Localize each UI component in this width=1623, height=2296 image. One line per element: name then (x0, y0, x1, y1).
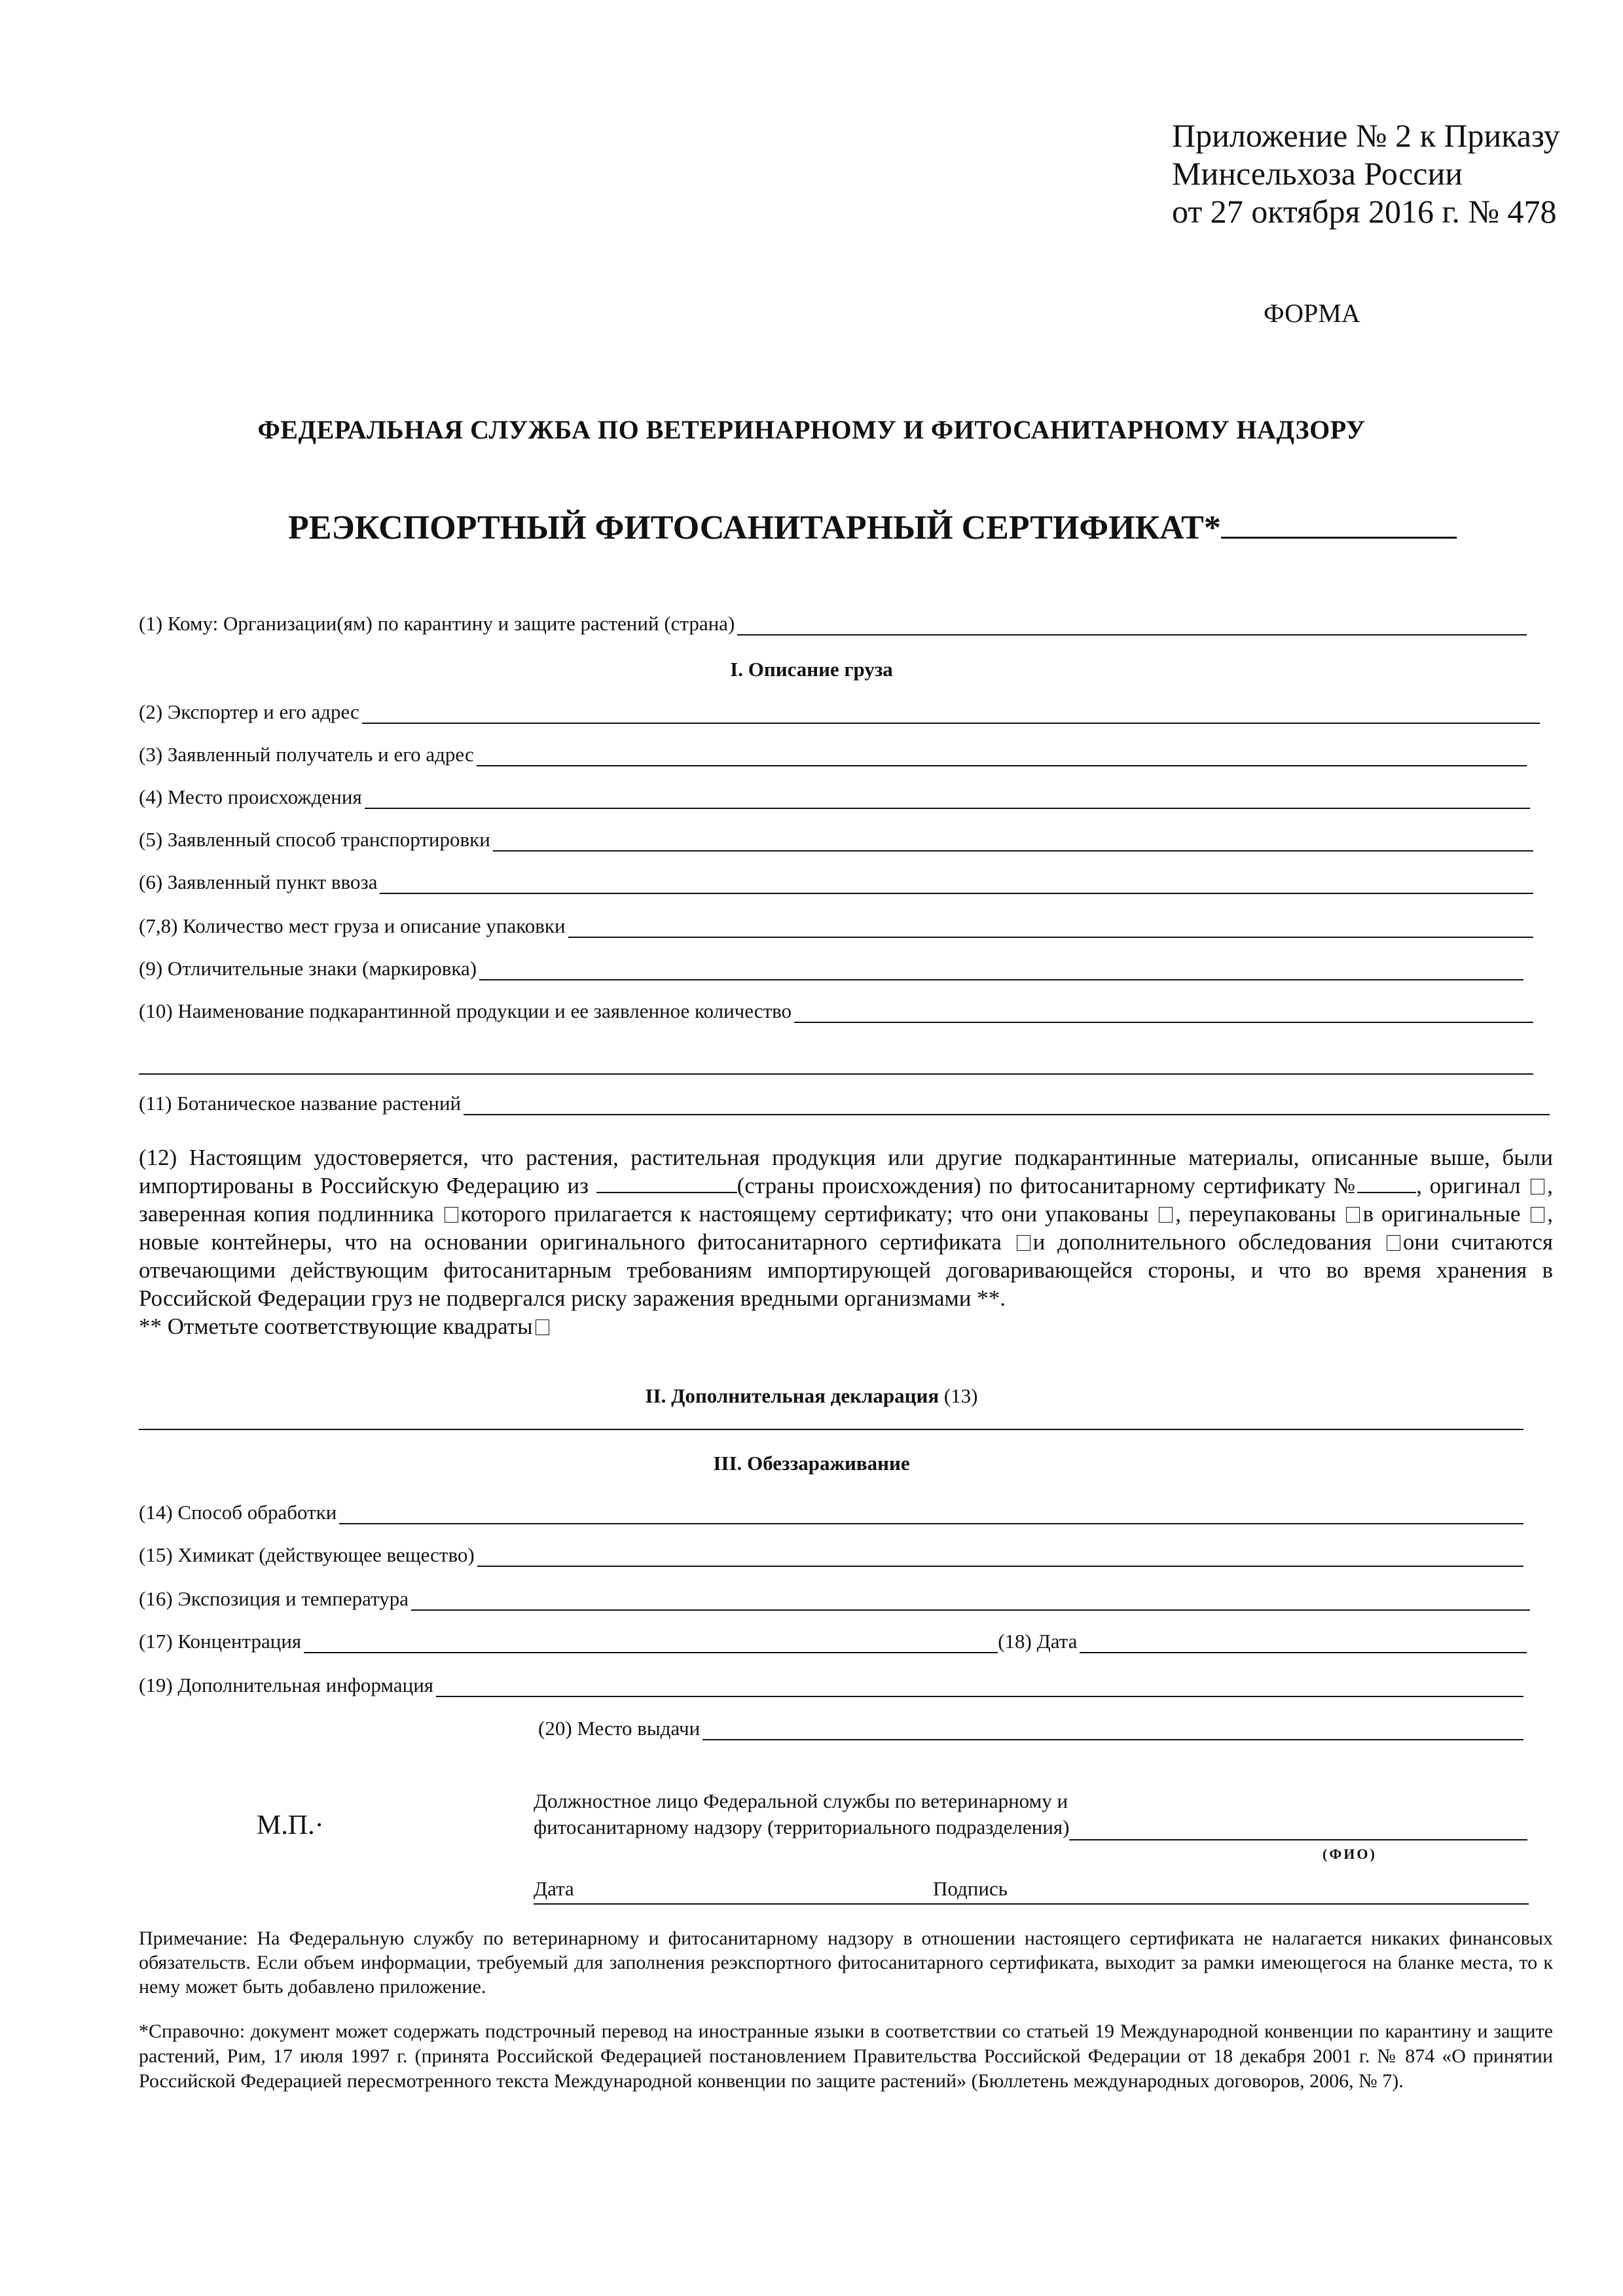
checkbox-based-on-certificate[interactable] (1017, 1235, 1030, 1251)
field-19-label: (19) Дополнительная информация (139, 1674, 434, 1696)
field-20-label: (20) Место выдачи (538, 1717, 701, 1740)
certificate-title-text: РЕЭКСПОРТНЫЙ ФИТОСАНИТАРНЫЙ СЕРТИФИКАТ* (288, 509, 1221, 547)
field-11-blank[interactable] (464, 1096, 1550, 1115)
appendix-line-3: от 27 октября 2016 г. № 478 (1172, 193, 1557, 230)
checkbox-additional-inspection[interactable] (1387, 1235, 1400, 1251)
field-4-blank[interactable] (365, 789, 1530, 809)
field-10-label: (10) Наименование подкарантинной продукции и ее заявленное количество (139, 999, 792, 1022)
field-11-label: (11) Ботаническое название растений (139, 1092, 462, 1115)
declaration-paragraph-12: (12) Настоящим удостоверяется, что растения, растительная продукция или другие подкарантинные материалы, описанные выше, были импортированы в Российскую Федерацию из (страны происхождения) по фитосанитарному сертификату № , оригинал , заверенная копия подлинника которого прилагается к настоящему сертификату; что они упакованы , переупакованы в оригинальные , новые контейнеры, что на основании оригинального фитосанитарного сертификата и дополнительного обследования они считаются отвечающими действующим фитосанитарным требованиям импортирующей договаривающейся стороны, и что во время хранения в Российской Федерации груз не подвергался риску заражения вредными организмами **. ** Отметьте соответствующие квадраты (139, 1145, 1554, 1339)
checkbox-packed[interactable] (1159, 1207, 1173, 1223)
field-15-chemical (139, 1543, 1523, 1567)
checkbox-footnote-icon (536, 1319, 549, 1335)
officer-name-blank[interactable] (1069, 1821, 1527, 1840)
field-7-8-label: (7,8) Количество мест груза и описание упаковки (139, 914, 566, 937)
field-10-blank[interactable] (794, 1003, 1533, 1023)
field-19-additional-info (139, 1674, 1523, 1697)
stamp-place-label: М.П.· (257, 1810, 324, 1840)
date-signature-row[interactable] (534, 1877, 1529, 1905)
checkbox-original-containers[interactable] (1531, 1207, 1544, 1223)
officer-label-line-2: фитосанитарному надзору (территориального подразделения) (534, 1816, 1070, 1839)
field-1-blank[interactable] (737, 616, 1527, 636)
field-15-blank[interactable] (477, 1547, 1523, 1567)
field-17-blank[interactable] (304, 1634, 998, 1653)
field-5-label: (5) Заявленный способ транспортировки (139, 828, 490, 851)
form-label: ФОРМА (1264, 298, 1360, 328)
checkbox-certified-copy[interactable] (445, 1207, 458, 1223)
appendix-header (1172, 117, 1560, 230)
origin-country-blank[interactable] (596, 1174, 737, 1193)
field-2-label: (2) Экспортер и его адрес (139, 700, 359, 723)
field-10-blank-continuation[interactable] (139, 1073, 1533, 1075)
checkbox-original[interactable] (1531, 1179, 1544, 1194)
field-20-blank[interactable] (702, 1721, 1523, 1740)
agency-title: ФЕДЕРАЛЬНАЯ СЛУЖБА ПО ВЕТЕРИНАРНОМУ И ФИТОСАНИТАРНОМУ НАДЗОРУ (257, 415, 1366, 444)
certificate-number-blank[interactable] (1221, 508, 1457, 539)
field-17-label: (17) Концентрация (139, 1630, 302, 1653)
additional-declaration-blank[interactable] (139, 1429, 1523, 1430)
officer-label-line-1: Должностное лицо Федеральной службы по ветеринарному и (534, 1789, 1068, 1812)
field-14-treatment (139, 1501, 1523, 1524)
field-17-18-concentration-date (139, 1630, 1527, 1653)
field-14-label: (14) Способ обработки (139, 1501, 337, 1524)
fio-caption: (ФИО) (1322, 1846, 1377, 1862)
field-9-marks (139, 957, 1523, 980)
field-2-exporter (139, 700, 1540, 724)
field-6-label: (6) Заявленный пункт ввоза (139, 870, 378, 893)
note-paragraph: Примечание: На Федеральную службу по ветеринарному и фитосанитарному надзору в отношении настоящего сертификата не налагается никаких финансовых обязательств. Если объем информации, требуемый для заполнения реэкспортного фитосанитарного сертификата, выходит за рамки имеющегося на бланке места, то к нему может быть добавлено приложение. (139, 1928, 1553, 1998)
authorized-officer (534, 1788, 1527, 1840)
section-2-title: II. Дополнительная декларация (13) (645, 1384, 978, 1407)
field-5-transport (139, 828, 1533, 852)
section-1-title: I. Описание груза (730, 658, 893, 681)
certificate-no-blank[interactable] (1357, 1174, 1416, 1193)
field-6-entry-point (139, 870, 1533, 894)
field-1-recipient-org (139, 612, 1527, 636)
field-5-blank[interactable] (493, 832, 1533, 852)
field-18-label: (18) Дата (998, 1630, 1078, 1653)
field-4-label: (4) Место происхождения (139, 785, 362, 808)
certificate-title (288, 508, 1457, 547)
checkbox-repacked[interactable] (1346, 1207, 1360, 1223)
field-7-8-packages (139, 914, 1533, 938)
reference-paragraph: *Справочно: документ может содержать подстрочный перевод на иностранные языки в соответствии со статьей 19 Международной конвенции по карантину и защите растений, Рим, 17 июля 1997 г. (принята Российской Федерацией постановлением Правительства Российской Федерации от 18 декабря 2001 г. № 874 «О принятии Российской Федерацией пересмотренного текста Международной конвенции по защите растений» (Бюллетень международных договоров, 2006, № 7). (139, 2020, 1553, 2092)
date-label: Дата (534, 1877, 574, 1900)
field-19-blank[interactable] (436, 1677, 1523, 1697)
field-11-botanical-name (139, 1092, 1550, 1115)
field-3-consignee (139, 743, 1527, 766)
field-6-blank[interactable] (380, 874, 1533, 894)
field-3-label: (3) Заявленный получатель и его адрес (139, 743, 474, 766)
field-10-product (139, 999, 1533, 1023)
field-16-exposure (139, 1587, 1530, 1611)
appendix-line-1: Приложение № 2 к Приказу (1172, 117, 1560, 154)
field-14-blank[interactable] (339, 1505, 1523, 1524)
field-16-label: (16) Экспозиция и температура (139, 1587, 409, 1610)
appendix-line-2: Минсельхоза России (1172, 155, 1463, 192)
section-3-title: III. Обеззараживание (713, 1452, 910, 1475)
checkbox-footnote: ** Отметьте соответствующие квадраты (139, 1314, 533, 1339)
field-7-8-blank[interactable] (568, 918, 1533, 938)
field-1-label: (1) Кому: Организации(ям) по карантину и защите растений (страна) (139, 612, 735, 635)
signature-label: Подпись (933, 1877, 1008, 1900)
field-15-label: (15) Химикат (действующее вещество) (139, 1543, 475, 1566)
field-3-blank[interactable] (477, 747, 1527, 766)
field-16-blank[interactable] (411, 1591, 1530, 1611)
field-20-place-of-issue (538, 1717, 1523, 1740)
field-9-blank[interactable] (479, 961, 1523, 980)
field-2-blank[interactable] (362, 704, 1540, 724)
field-4-origin (139, 785, 1530, 809)
field-9-label: (9) Отличительные знаки (маркировка) (139, 957, 477, 980)
field-18-blank[interactable] (1080, 1634, 1527, 1653)
